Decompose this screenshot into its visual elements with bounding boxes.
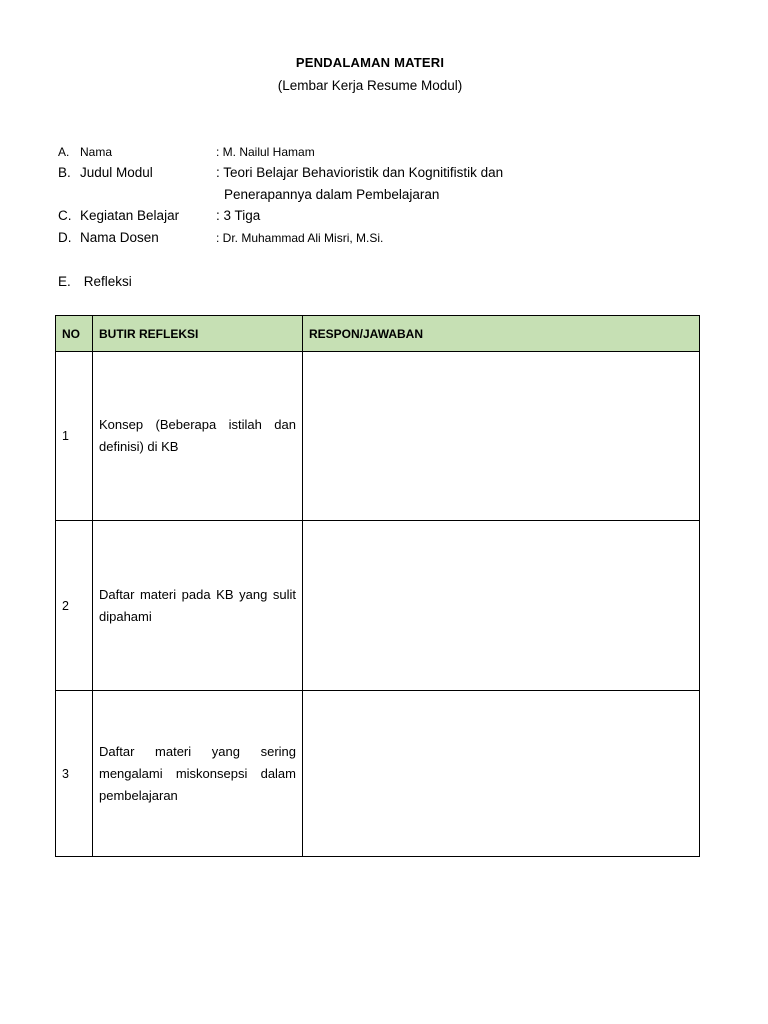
page-subtitle: (Lembar Kerja Resume Modul) (277, 78, 463, 93)
header-respon-jawaban: RESPON/JAWABAN (303, 316, 700, 352)
info-value-nama: : M. Nailul Hamam (216, 145, 315, 159)
info-label-nama-dosen: Nama Dosen (80, 230, 159, 245)
header-butir-refleksi: BUTIR REFLEKSI (93, 316, 303, 352)
section-refleksi-heading (58, 271, 132, 293)
info-letter: D. (58, 230, 72, 245)
info-label-kegiatan-belajar: Kegiatan Belajar (80, 208, 180, 223)
header-no: NO (56, 316, 93, 352)
info-value-judul-modul: : Teori Belajar Behavioristik dan Kognitifistik dan (216, 165, 504, 180)
table-row (56, 521, 700, 691)
row-item (93, 352, 303, 521)
reflection-table (55, 315, 700, 857)
table-header-row (56, 316, 700, 352)
info-letter: A. (58, 145, 70, 159)
info-letter: B. (58, 165, 71, 180)
table-row (56, 691, 700, 857)
info-value-judul-modul-cont: Penerapannya dalam Pembelajaran (224, 187, 440, 202)
table-row (56, 352, 700, 521)
row-response-cell[interactable] (303, 691, 700, 857)
section-label: Refleksi (83, 274, 132, 289)
row-number: 2 (56, 521, 93, 691)
info-value-nama-dosen: : Dr. Muhammad Ali Misri, M.Si. (216, 231, 384, 245)
info-letter: C. (58, 208, 72, 223)
section-letter: E. (58, 274, 71, 289)
row-response-cell[interactable] (303, 521, 700, 691)
row-number: 1 (56, 352, 93, 521)
info-label-judul-modul: Judul Modul (80, 165, 153, 180)
row-item-text: Daftar materi pada KB yang sulit dipahami (99, 586, 296, 624)
row-number: 3 (56, 691, 93, 857)
row-item-text: Konsep (Beberapa istilah dan definisi) di KB (99, 417, 296, 454)
info-label-nama: Nama (80, 145, 113, 159)
row-item (93, 521, 303, 691)
info-value-kegiatan-belajar: : 3 Tiga (216, 208, 261, 223)
row-item (93, 691, 303, 857)
row-item-text: Daftar materi yang sering mengalami miskonsepsi dalam pembelajaran (99, 743, 296, 803)
page-title: PENDALAMAN MATERI (295, 55, 445, 70)
row-response-cell[interactable] (303, 352, 700, 521)
